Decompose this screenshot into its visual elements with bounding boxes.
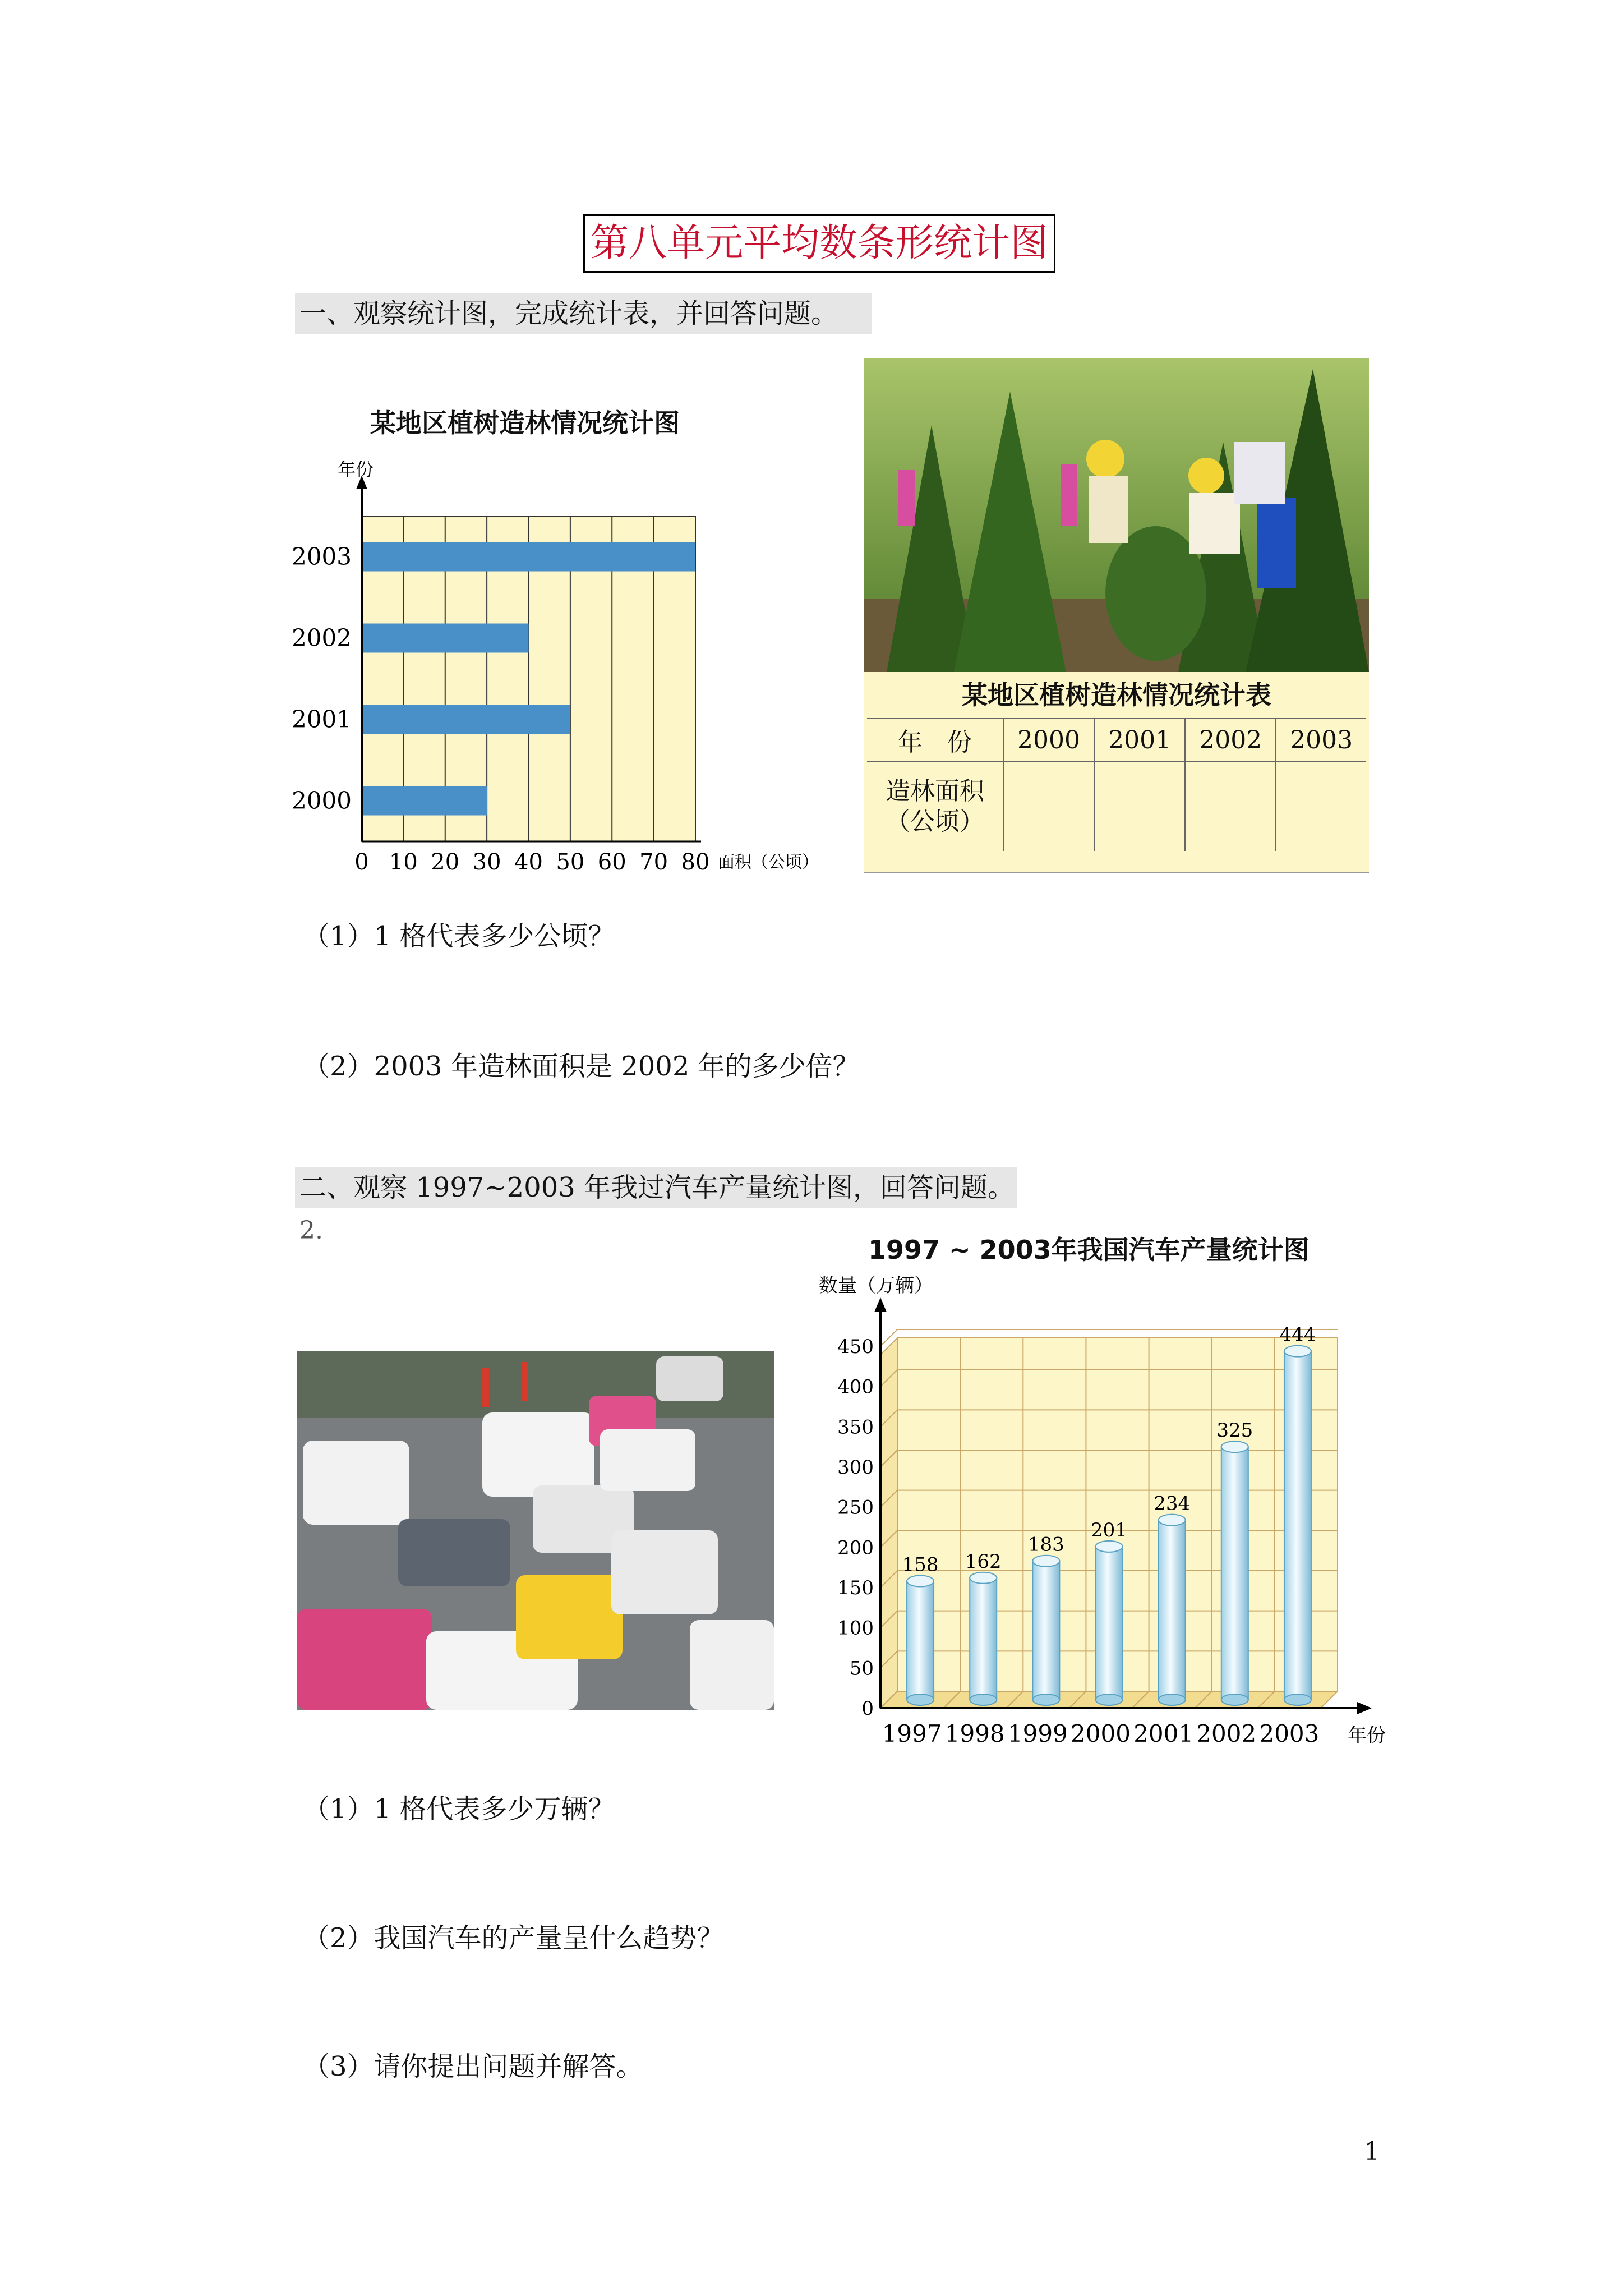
chart2-y-tick-label: 0	[861, 1697, 874, 1720]
chart2-bar-base	[1032, 1694, 1059, 1705]
chart2-data-label: 325	[1216, 1419, 1253, 1442]
chart2-y-tick-label: 250	[837, 1496, 874, 1519]
chart2-x-axis-label: 年份	[1348, 1724, 1386, 1747]
table1-title: 某地区植树造林情况统计表	[962, 680, 1271, 710]
chart1-title: 某地区植树造林情况统计图	[370, 408, 680, 438]
chart2-y-tick-label: 400	[837, 1375, 874, 1398]
stray-mark: 2.	[299, 1216, 323, 1245]
chart2-y-axis-arrow	[874, 1297, 887, 1312]
chart2-bar	[1221, 1447, 1248, 1700]
tree-planting-photo	[864, 358, 1369, 672]
chart1-y-axis-label: 年份	[338, 459, 374, 480]
table1-year-cell: 2000	[1003, 719, 1094, 761]
table1-year-cell: 2003	[1276, 719, 1366, 761]
chart2-data-label: 201	[1091, 1519, 1127, 1542]
chart2-bar	[1096, 1547, 1123, 1700]
chart2-y-tick-label: 50	[849, 1657, 874, 1680]
chart1-category-label: 2000	[292, 786, 352, 815]
chart2-bar-base	[1096, 1694, 1123, 1705]
table1-value-cell[interactable]	[1276, 761, 1366, 851]
section2-question-2: （2）我国汽车的产量呈什么趋势？	[303, 1922, 724, 1954]
chart2-x-tick-label: 2002	[1196, 1720, 1257, 1747]
table1-value-cell[interactable]	[1003, 761, 1094, 851]
chart2-x-tick-label: 2003	[1259, 1720, 1320, 1747]
chart1-x-tick-label: 0	[354, 849, 369, 875]
chart2-y-tick-label: 350	[837, 1416, 874, 1439]
chart1-category-label: 2001	[292, 705, 352, 733]
page-title: 第八单元平均数条形统计图	[583, 214, 1055, 273]
table1-row2-header	[867, 761, 1003, 851]
chart2-bar-top	[970, 1572, 997, 1584]
chart2-title: 1997 ~ 2003年我国汽车产量统计图	[868, 1235, 1310, 1265]
chart2-bar-base	[907, 1694, 934, 1705]
chart2-bar-base	[1159, 1694, 1186, 1705]
chart1-x-axis-label: 面积（公顷）	[718, 853, 819, 872]
chart1-x-tick-label: 30	[472, 849, 501, 875]
chart2-bar	[1159, 1520, 1186, 1700]
chart2-x-tick-label: 2000	[1071, 1720, 1131, 1747]
chart2-bar	[1032, 1561, 1059, 1700]
chart2-data-label: 183	[1027, 1533, 1064, 1556]
section1-question-2: （2）2003 年造林面积是 2002 年的多少倍？	[303, 1051, 860, 1082]
chart1-x-tick-label: 50	[556, 849, 585, 875]
chart2-y-tick-label: 100	[837, 1617, 874, 1640]
chart2-data-label: 444	[1279, 1323, 1316, 1346]
section2-question-1: （1）1 格代表多少万辆？	[303, 1793, 615, 1825]
table1-row1-header: 年 份	[867, 719, 1003, 761]
table1-value-cell[interactable]	[1185, 761, 1276, 851]
chart2-data-label: 162	[965, 1550, 1002, 1573]
section2-heading: 二、观察 1997~2003 年我过汽车产量统计图，回答问题。	[295, 1167, 1017, 1208]
chart2-bar-top	[1221, 1441, 1248, 1452]
chart1-x-tick-label: 60	[597, 849, 626, 875]
chart2-y-tick-label: 450	[837, 1336, 874, 1358]
table1-value-cell[interactable]	[1094, 761, 1185, 851]
chart1-bar	[362, 542, 695, 572]
chart2-data-label: 234	[1154, 1492, 1191, 1515]
chart1-category-label: 2003	[292, 542, 352, 570]
chart2-y-axis-label: 数量（万辆）	[819, 1274, 933, 1297]
table1-row2-header-line1: 造林面积	[886, 776, 984, 806]
chart1-bar	[362, 624, 529, 653]
chart2-x-axis-arrow	[1357, 1702, 1372, 1714]
table1-year-cell: 2002	[1185, 719, 1276, 761]
chart2-bar-top	[1284, 1346, 1311, 1357]
chart1-x-tick-label: 40	[514, 849, 543, 875]
chart2-bar-top	[1032, 1556, 1059, 1567]
chart1-x-tick-label: 20	[431, 849, 460, 875]
chart2-bar-base	[970, 1694, 997, 1705]
chart2-x-tick-label: 1998	[944, 1720, 1005, 1747]
tree-planting-bar-chart	[280, 449, 841, 886]
chart2-bar-top	[907, 1576, 934, 1587]
chart2-y-tick-label: 200	[837, 1536, 874, 1559]
table1-grid	[867, 718, 1366, 851]
chart1-category-label: 2002	[292, 624, 352, 652]
chart2-data-label: 158	[902, 1553, 939, 1576]
tree-planting-table	[864, 672, 1369, 873]
chart1-x-tick-label: 80	[681, 849, 710, 875]
chart2-bar-top	[1096, 1541, 1123, 1552]
section2-question-3: （3）请你提出问题并解答。	[303, 2051, 643, 2082]
chart2-y-tick-label: 300	[837, 1456, 874, 1479]
chart2-bar-base	[1221, 1694, 1248, 1705]
section1-heading: 一、观察统计图，完成统计表，并回答问题。	[295, 293, 872, 334]
chart2-x-tick-label: 2001	[1133, 1720, 1194, 1747]
traffic-cars-photo	[297, 1351, 774, 1710]
chart2-x-tick-label: 1997	[882, 1720, 942, 1747]
chart2-bar	[907, 1581, 934, 1700]
chart1-x-tick-label: 70	[639, 849, 668, 875]
chart1-bar	[362, 705, 570, 734]
chart2-y-tick-label: 150	[837, 1577, 874, 1599]
table1-row2-header-line2: （公顷）	[886, 807, 984, 836]
chart2-bar	[1284, 1351, 1311, 1700]
chart2-x-tick-label: 1999	[1007, 1720, 1068, 1747]
chart2-bar-top	[1159, 1515, 1186, 1526]
chart2-bar-base	[1284, 1694, 1311, 1705]
chart2-bar	[970, 1578, 997, 1700]
table1-year-cell: 2001	[1094, 719, 1185, 761]
car-production-bar-chart	[785, 1265, 1408, 1759]
chart2-side-wall	[880, 1338, 897, 1708]
chart1-x-tick-label: 10	[389, 849, 418, 875]
page-number: 1	[1364, 2137, 1380, 2166]
chart1-bar	[362, 786, 487, 816]
section1-question-1: （1）1 格代表多少公顷？	[303, 921, 615, 952]
